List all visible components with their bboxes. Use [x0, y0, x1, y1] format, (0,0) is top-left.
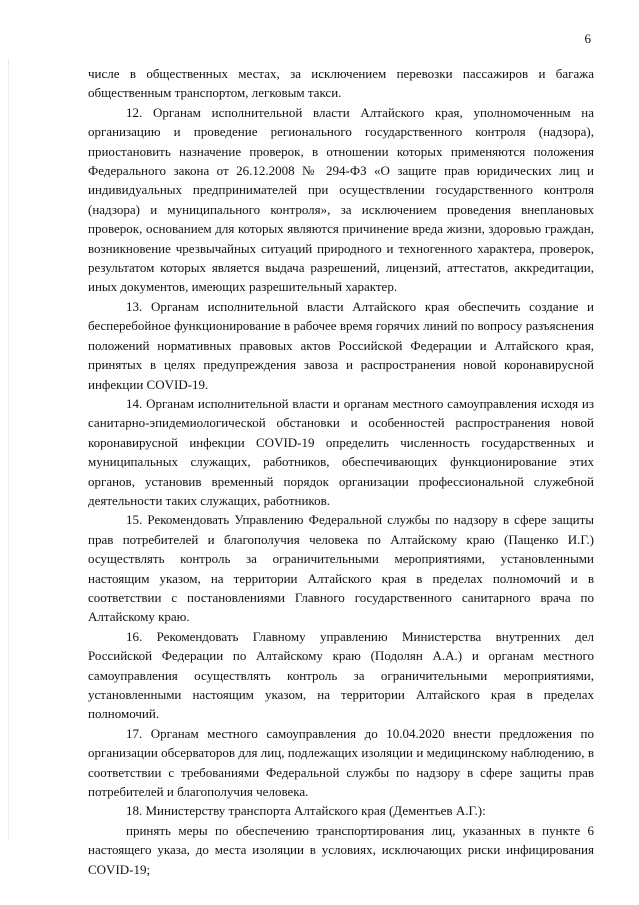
paragraph-12: 12. Органам исполнительной власти Алтайского края, уполномоченным на организацию и проведение регионального государственного контроля (надзора), приостановить назначение проверок, в отношении которых применяются положения Федерального закона от 26.12.2008 № 294-ФЗ «О защите прав юридических лиц и индивидуальных предпринимателей при осуществлении государственного контроля (надзора) и муниципального контроля», за исключением проведения внеплановых проверок, основанием для которых являются причинение вреда жизни, здоровью граждан, возникновение чрезвычайных ситуаций природного и техногенного характера, проверок, результатом которых является выдача разрешений, лицензий, аттестатов, аккредитации, иных документов, имеющих разрешительный характер.: [88, 104, 594, 295]
paragraph-18: 18. Министерству транспорта Алтайского края (Дементьев А.Г.):: [126, 803, 486, 819]
paragraph-13: 13. Органам исполнительной власти Алтайского края обеспечить создание и бесперебойное функционирование в рабочее время горячих линий по вопросу разъяснения положений нормативных правовых актов Российской Федерации и Алтайского края, принятых в целях предупреждения завоза и распространения новой коронавирусной инфекции COVID-19.: [88, 298, 594, 392]
paragraph-16: 16. Рекомендовать Главному управлению Министерства внутренних дел Российской Федерации по Алтайскому краю (Подолян А.А.) и органам местного самоуправления осуществлять контроль за ограничительными мероприятиями, установленными настоящим указом, на территории Алтайского края в пределах полномочий.: [88, 628, 594, 722]
scan-margin-artifact: [8, 60, 11, 840]
paragraph-17: 17. Органам местного самоуправления до 10.04.2020 внести предложения по организации обсерваторов для лиц, подлежащих изоляции и медицинскому наблюдению, в соответствии с требованиями Федеральной службы по надзору в сфере защиты прав потребителей и благополучия человека.: [88, 725, 594, 800]
paragraph-18-item: принять меры по обеспечению транспортирования лиц, указанных в пункте 6 настоящего указа, до места изоляции в условиях, исключающих риски инфицирования COVID-19;: [88, 822, 594, 877]
paragraph-15: 15. Рекомендовать Управлению Федеральной службы по надзору в сфере защиты прав потребителей и благополучия человека по Алтайскому краю (Пащенко И.Г.) осуществлять контроль за ограничительными мероприятиями, установленными настоящим указом, на территории Алтайского края в пределах полномочий и в соответствии с постановлениями Главного государственного санитарного врача по Алтайскому краю.: [88, 512, 594, 625]
paragraph-continuation: числе в общественных местах, за исключением перевозки пассажиров и багажа общественным транспортом, легковым такси.: [88, 66, 594, 101]
paragraph-14: 14. Органам исполнительной власти и органам местного самоуправления исходя из санитарно-эпидемиологической обстановки и особенностей распространения новой коронавирусной инфекции COVID-19 определить численность государственных и муниципальных служащих, работников, обеспечивающих функционирование этих органов, установив временный порядок организации профессиональной служебной деятельности таких служащих, работников.: [88, 395, 594, 508]
page-number: 6: [584, 31, 591, 46]
document-body: [88, 64, 594, 879]
